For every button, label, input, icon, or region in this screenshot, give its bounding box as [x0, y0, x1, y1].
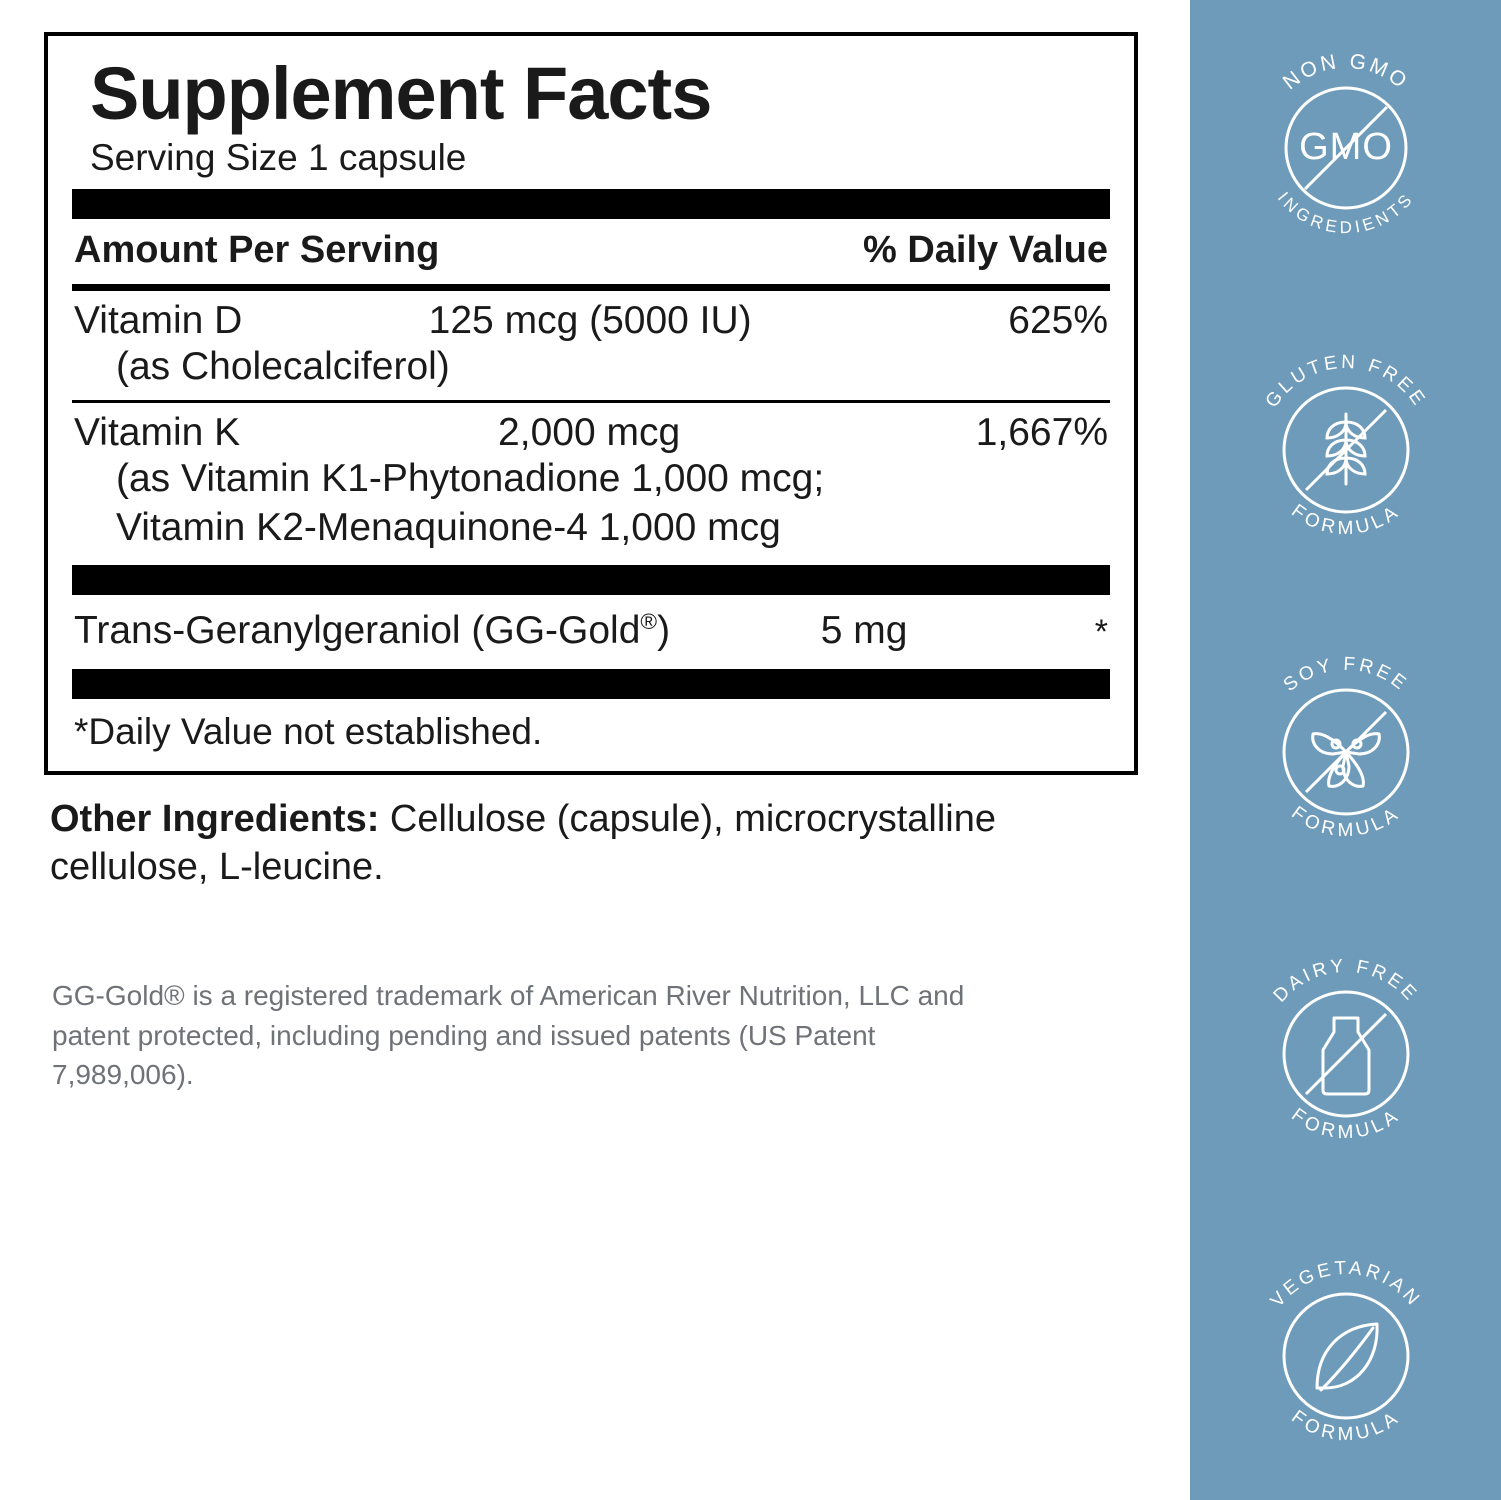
non-gmo-icon [1221, 16, 1471, 276]
nutrient-daily-value: 625% [1008, 299, 1108, 343]
panel-title: Supplement Facts [90, 52, 712, 135]
soy-free-icon [1221, 620, 1471, 880]
badge-bottom-text: FORMULA [1286, 802, 1405, 842]
nutrient-daily-value: 1,667% [975, 411, 1108, 455]
badge-bottom-text: FORMULA [1286, 500, 1405, 540]
nutrient-amount: 2,000 mcg [498, 411, 681, 455]
ingredient-amount: 5 mg [820, 608, 908, 652]
badge-top-text: DAIRY FREE [1269, 955, 1422, 1007]
nutrient-source-1: (as Vitamin K1-Phytonadione 1,000 mcg; [116, 457, 825, 501]
column-headers [72, 219, 1110, 284]
divider-thick-mid [72, 565, 1110, 595]
badge-dairy-free [1221, 916, 1471, 1188]
divider-thick-top [72, 189, 1110, 219]
trademark-notice: GG-Gold® is a registered trademark of American River Nutrition, LLC and patent protected, including pending and issued patents (US Patent 7,989,006). [52, 979, 965, 1091]
ingredient-name [74, 609, 670, 653]
ingredient-name-close: ) [657, 608, 671, 652]
gluten-free-icon [1221, 318, 1471, 578]
nutrient-name: Vitamin D [74, 299, 243, 343]
nutrient-source-2: Vitamin K2-Menaquinone-4 1,000 mcg [116, 505, 781, 549]
divider-thin-1 [72, 284, 1110, 291]
nutrient-name: Vitamin K [74, 411, 241, 455]
nutrient-row [72, 291, 1110, 400]
daily-value-footnote: *Daily Value not established. [74, 710, 543, 752]
dairy-free-icon [1221, 922, 1471, 1182]
ingredient-name-text: Trans-Geranylgeraniol (GG-Gold [74, 608, 641, 652]
svg-text:DAIRY FREE [1269, 956, 1422, 1007]
svg-text:VEGETARIAN [1266, 1258, 1425, 1312]
header-amount-per-serving: Amount Per Serving [74, 229, 440, 272]
svg-text:FORMULA [1287, 1406, 1404, 1445]
ingredient-row-gg-gold [72, 595, 1110, 665]
svg-text:FORMULA [1287, 500, 1404, 539]
svg-text:FORMULA [1287, 802, 1404, 841]
nutrient-amount: 125 mcg (5000 IU) [428, 299, 752, 343]
badge-top-text: NON GMO [1278, 49, 1413, 95]
vegetarian-icon [1221, 1224, 1471, 1484]
badge-soy-free [1221, 614, 1471, 886]
nutrient-source-1: (as Cholecalciferol) [116, 345, 450, 389]
badge-bottom-text: FORMULA [1286, 1406, 1405, 1446]
other-ingredients [50, 795, 1110, 892]
badge-vegetarian [1221, 1218, 1471, 1490]
badge-non-gmo [1221, 10, 1471, 282]
serving-size: Serving Size 1 capsule [90, 137, 467, 179]
registered-mark: ® [640, 608, 658, 634]
badge-gluten-free [1221, 312, 1471, 584]
badge-top-text: VEGETARIAN [1266, 1257, 1425, 1312]
badge-center-text: GMO [1298, 126, 1393, 168]
ingredient-daily-value: * [1094, 612, 1108, 651]
other-ingredients-label: Other Ingredients: [50, 797, 380, 840]
badge-top-text: SOY FREE [1279, 653, 1412, 696]
supplement-facts-panel [44, 32, 1138, 775]
svg-text:FORMULA [1287, 1104, 1404, 1143]
other-ingredients-text: Cellulose (capsule), microcrystalline cellulose, L-leucine. [50, 797, 997, 889]
certification-badge-rail [1190, 0, 1501, 1500]
badge-bottom-text: FORMULA [1286, 1104, 1405, 1144]
svg-text:INGREDIENTS [1273, 188, 1417, 237]
badge-bottom-text: INGREDIENTS [1273, 188, 1418, 238]
header-daily-value: % Daily Value [862, 229, 1108, 272]
divider-thick-bottom [72, 669, 1110, 699]
badge-top-text: GLUTEN FREE [1261, 351, 1430, 412]
svg-text:GLUTEN FREE [1261, 352, 1430, 412]
nutrient-row [72, 403, 1110, 561]
